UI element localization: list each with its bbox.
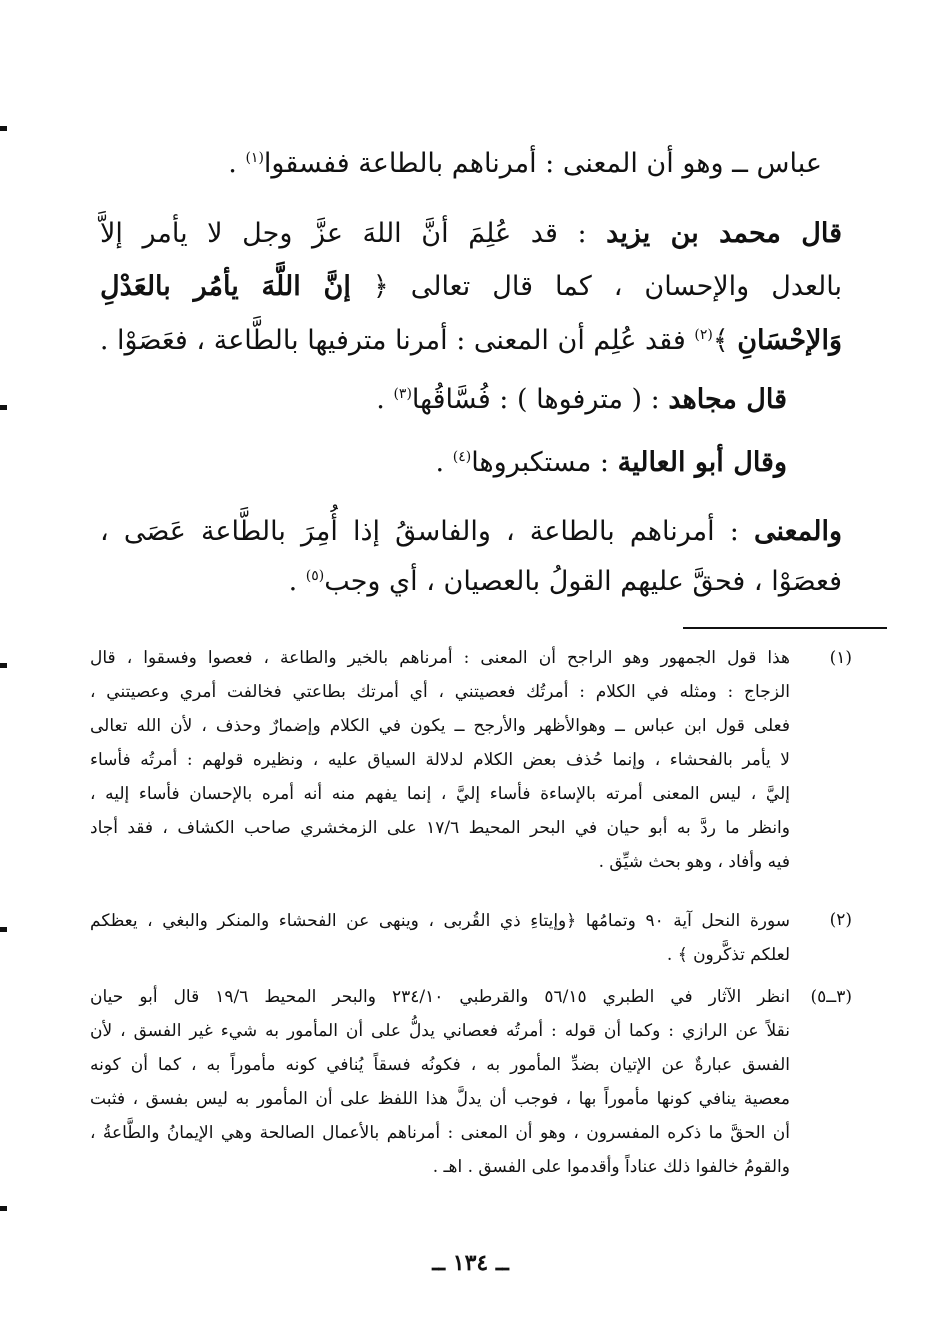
footnote-line: نقلاً عن الرازي : وكما أن قوله : أمرتُه فعصاني يدلُّ على أن المأمور به شيء غير الفسق ، لأن [90,1021,790,1041]
footnote-line: معصية ينافي كونها مأموراً بها ، فوجب أن يدلَّ هذا اللفظ على أن المأمور به ليس بفسق ، فثبت [90,1089,790,1109]
main-line-8: فعصَوْا ، فحقَّ عليهم القولُ بالعصيان ، أي وجب$^{(٥)}$ . [288,566,842,597]
footnote-line: والقومُ خالفوا ذلك عناداً وأقدموا على الفسق . اهـ . [432,1157,790,1177]
scan-edge-mark [0,927,7,932]
main-line-6: وقال أبو العالية : مستكبروها$^{(٤)}$ . [435,447,787,478]
footnote-line: لعلكم تذكَّرون ﴾ . [666,945,790,965]
footnote-number: (٢) [829,910,852,930]
page-number: ــ ١٣٤ ــ [432,1250,509,1276]
main-line-5: قال مجاهد : ( مترفوها ) : فُسَّاقُها$^{(٣)}$ . [376,384,787,415]
footnote-line: أن الحقَّ ما ذكره المفسرون ، وهو أن المعنى : أمرناهم بالأعمال الصالحة وهي الإيمانُ والطَّاعةُ ، [90,1123,790,1143]
scan-edge-mark [0,405,7,410]
scan-edge-mark [0,126,7,131]
main-line-7: والمعنى : أمرناهم بالطاعة ، والفاسقُ إذا أُمِرَ بالطَّاعة عَصَى ، [100,516,842,547]
footnote-line: إليَّ ، ليس المعنى أمرته بالإساءة فأساء إليَّ ، إنما يفهم منه أنه أمره بالإحسان فأساء إليه ، [90,784,790,804]
main-line-4: وَالإحْسَانِ ﴾$^{(٢)}$ فقد عُلِم أن المعنى : أمرنا مترفيها بالطَّاعة ، فعَصَوْا . [99,325,842,356]
footnote-line: هذا قول الجمهور وهو الراجح أن المعنى : أمرناهم بالخير والطاعة ، فعصوا وفسقوا ، قال [90,648,790,668]
footnote-line: انظر الآثار في الطبري ٥٦/١٥ والقرطبي ٢٣٤/١٠ والبحر المحيط ١٩/٦ قال أبو حيان [90,987,790,1007]
footnote-number: (١) [829,648,852,668]
footnote-separator [683,627,887,629]
footnote-line: الفسق عبارةٌ عن الإتيان بضدِّ المأمور به ، فكونُه فسقاً يُنافي كونه مأموراً به ، كما أن كونه [90,1055,790,1075]
footnote-line: وانظر ما ردَّ به أبو حيان في البحر المحيط ١٧/٦ على الزمخشري صاحب الكشاف ، فقد أجاد [90,818,790,838]
scan-edge-mark [0,663,7,668]
footnote-number: (٣ــ٥) [810,987,852,1007]
scan-edge-mark [0,1206,7,1211]
footnote-line: فيه وأفاد ، وهو بحث شيِّق . [598,852,790,872]
main-line-3: بالعدل والإحسان ، كما قال تعالى ﴿ إنَّ اللَّهَ يأمُر بالعَدْلِ [100,271,842,302]
main-line-1: عباس ــ وهو أن المعنى : أمرناهم بالطاعة ففسقوا$^{(١)}$ . [228,148,822,179]
footnote-line: الزجاج : ومثله في الكلام : أمرتُك فعصيتني ، أي أمرتك بطاعتي فخالفت أمري وعصيتني ، [90,682,790,702]
footnote-line: سورة النحل آية ٩٠ وتمامُها ﴿وإيتاءِ ذي القُربى ، وينهى عن الفحشاء والمنكر والبغي ، يعظكم [90,911,790,931]
footnote-line: فعلى قول ابن عباس ــ وهوالأظهر والأرجح ــ يكون في الكلام وإضمارٌ وحذف ، لأن الله تعالى [90,716,790,736]
footnote-line: لا يأمر بالفحشاء ، وإنما حُذف بعض الكلام لدلالة السياق عليه ، ونظيره قولهم : أمرتُه فأساء [90,750,790,770]
main-line-2: قال محمد بن يزيد : قد عُلِمَ أنَّ اللهَ عزَّ وجل لا يأمر إلاَّ [100,218,842,249]
